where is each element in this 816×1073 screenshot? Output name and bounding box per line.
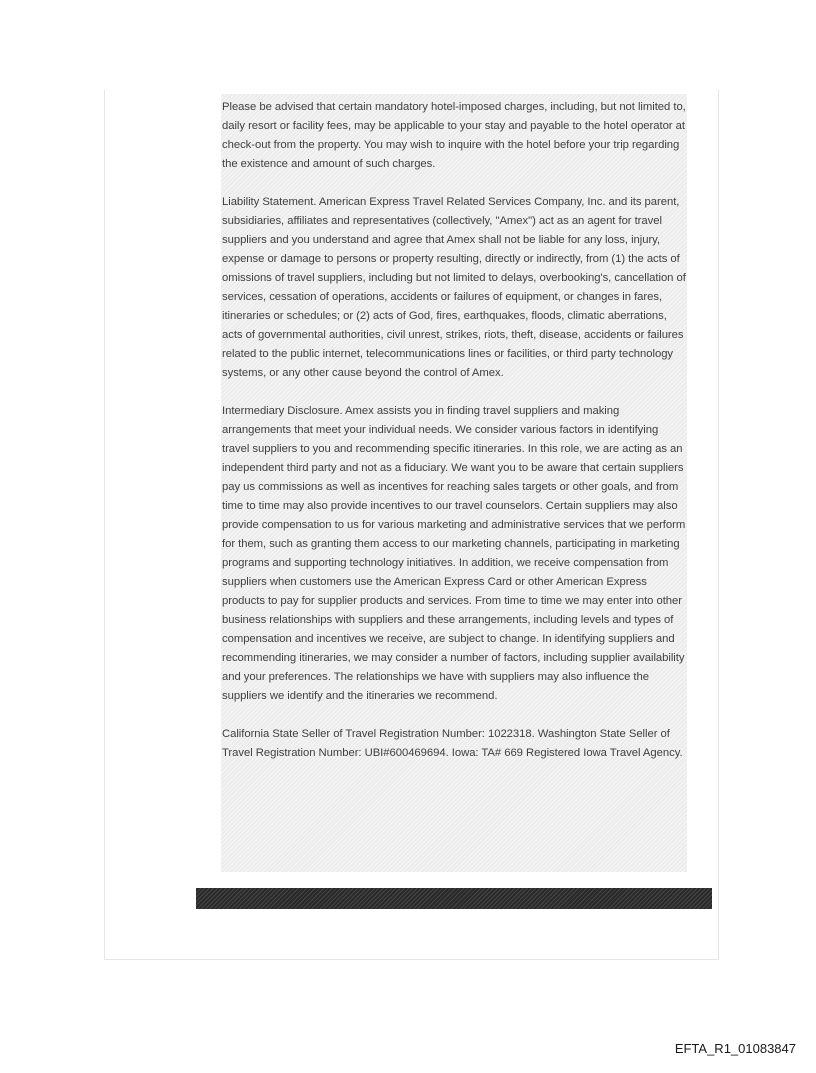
disclosure-panel <box>221 94 687 872</box>
footer-bar <box>196 888 712 909</box>
liability-statement-paragraph: Liability Statement. American Express Travel Related Services Company, Inc. and its parent, subsidiaries, affiliates and representatives (collectively, "Amex") act as an agent for travel suppliers and you understand and agree that Amex shall not be liable for any loss, injury, expense or damage to persons or property resulting, directly or indirectly, from (1) the acts of omissions of travel suppliers, including but not limited to delays, overbooking's, cancellation of services, cessation of operations, accidents or failures of equipment, or changes in fares, itineraries or schedules; or (2) acts of God, fires, earthquakes, floods, climatic aberrations, acts of governmental authorities, civil unrest, strikes, riots, theft, disease, accidents or failures related to the public internet, telecommunications lines or facilities, or third party technology systems, or any other cause beyond the control of Amex. <box>222 196 686 379</box>
document-id: EFTA_R1_01083847 <box>674 1041 796 1056</box>
intermediary-disclosure-paragraph: Intermediary Disclosure. Amex assists you in finding travel suppliers and making arrangements that meet your individual needs. We consider various factors in identifying travel suppliers to you and recommending specific itineraries. In this role, we are acting as an independent third party and not as a fiduciary. We want you to be aware that certain suppliers pay us commissions as well as incentives for reaching sales targets or other goals, and from time to time may also provide incentives to our travel counselors. Certain suppliers may also provide compensation to us for various marketing and administrative services that we perform for them, such as granting them access to our marketing channels, participating in marketing programs and supporting technology initiatives. In addition, we receive compensation from suppliers when customers use the American Express Card or other American Express products to pay for supplier products and services. From time to time we may enter into other business relationships with suppliers and these arrangements, including levels and types of compensation and incentives we receive, are subject to change. In identifying suppliers and recommending itineraries, we may consider a number of factors, including supplier availability and your preferences. The relationships we have with suppliers may also influence the suppliers we identify and the itineraries we recommend. <box>222 405 686 702</box>
registration-paragraph: California State Seller of Travel Registration Number: 1022318. Washington State Seller of Travel Registration Number: UBI#600469694. Iowa: TA# 669 Registered Iowa Travel Agency. <box>222 728 683 759</box>
hotel-charges-paragraph: Please be advised that certain mandatory hotel-imposed charges, including, but not limited to, daily resort or facility fees, may be applicable to your stay and payable to the hotel operator at check-out from the property. You may wish to inquire with the hotel before your trip regarding the existence and amount of such charges. <box>222 101 686 170</box>
